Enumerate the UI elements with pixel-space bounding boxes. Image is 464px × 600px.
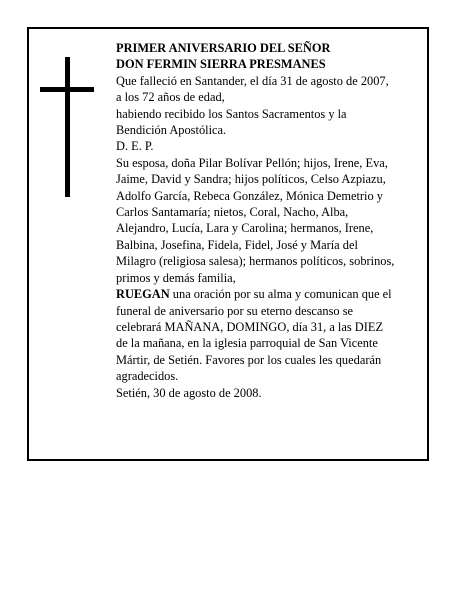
notice-body-line: primos y demás familia, [116, 270, 236, 285]
notice-body-line: D. E. P. [116, 139, 154, 154]
request-verb: RUEGAN [116, 287, 170, 302]
notice-body-line: Jaime, David y Sandra; hijos políticos, Celso Azpiazu, [116, 172, 386, 187]
notice-title-line-2: DON FERMIN SIERRA PRESMANES [116, 57, 326, 72]
notice-request-line: funeral de aniversario por su eterno descanso se [116, 303, 354, 318]
notice-body-line: Balbina, Josefina, Fidela, Fidel, José y María del [116, 237, 358, 252]
notice-request-line: de la mañana, en la iglesia parroquial de San Vicente [116, 336, 378, 351]
cross-icon [40, 57, 94, 197]
obituary-notice-frame [27, 27, 429, 461]
notice-request-line-1 [116, 286, 428, 302]
request-line-rest: una oración por su alma y comunican que el [169, 287, 392, 302]
cross-vertical-bar [65, 57, 70, 197]
notice-body-line: Carlos Santamaría; nietos, Coral, Nacho, Alba, [116, 205, 349, 220]
cross-horizontal-bar [40, 87, 94, 92]
notice-body-line: Su esposa, doña Pilar Bolívar Pellón; hijos, Irene, Eva, [116, 155, 388, 170]
notice-body-line: Alejandro, Lucía, Lara y Carolina; hermanos, Irene, [116, 221, 374, 236]
notice-request-line: celebrará MAÑANA, DOMINGO, día 31, a las DIEZ [116, 319, 384, 334]
notice-body-line: Milagro (religiosa salesa); hermanos políticos, sobrinos, [116, 254, 395, 269]
notice-body-line: habiendo recibido los Santos Sacramentos y la [116, 106, 347, 121]
notice-text [116, 40, 428, 401]
notice-body-line: a los 72 años de edad, [116, 90, 225, 105]
notice-body-line: Que falleció en Santander, el día 31 de agosto de 2007, [116, 73, 389, 88]
notice-place-date: Setién, 30 de agosto de 2008. [116, 385, 262, 400]
notice-body-line: Adolfo García, Rebeca González, Mónica Demetrio y [116, 188, 383, 203]
notice-request-line: agradecidos. [116, 369, 179, 384]
notice-title-line-1: PRIMER ANIVERSARIO DEL SEÑOR [116, 41, 331, 55]
notice-body-line: Bendición Apostólica. [116, 123, 227, 138]
notice-request-line: Mártir, de Setién. Favores por los cuales les quedarán [116, 352, 382, 367]
